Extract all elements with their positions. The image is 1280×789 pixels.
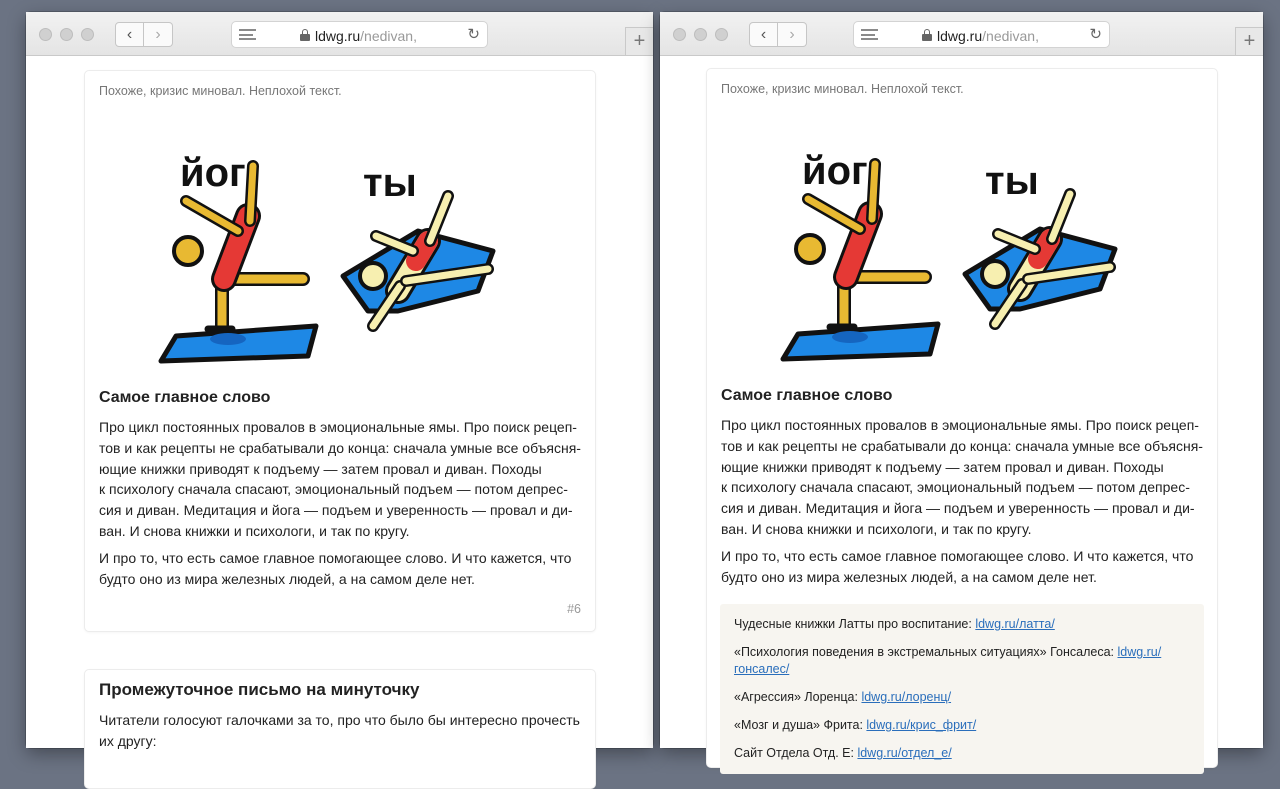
reader-view-icon[interactable] [239, 29, 256, 40]
zoom-window-button[interactable] [715, 28, 728, 41]
post-paragraph-1: Про цикл постоянных провалов в эмоциональные ямы. Про поиск рецеп- тов и как рецепты не срабатывали до конца: сначала умные все объясня- ющие книжки приводят к подъему — затем провал и диван. Походы к психологу сначала спасают, эмоциональный подъем — потом депрес- сия и диван. Медитация и йога — подъем и уверенность — провал и ди- ван. И снова книжки и психологи, и так по кругу. [99, 419, 581, 539]
plus-icon: + [1243, 30, 1256, 52]
link-frith[interactable]: ldwg.ru/крис_фрит/ [866, 718, 977, 732]
minimize-window-button[interactable] [694, 28, 707, 41]
close-window-button[interactable] [673, 28, 686, 41]
chevron-left-icon: ‹ [126, 25, 133, 43]
address-bar[interactable] [231, 21, 488, 48]
post-paragraph-2: И про то, что есть самое главное помогающее слово. И что кажется, что будто оно из мира железных людей, а на самом деле нет. [721, 548, 1194, 585]
reload-icon[interactable]: ↻ [467, 26, 480, 43]
nav-buttons [115, 22, 173, 47]
chevron-right-icon: › [789, 25, 795, 43]
link-gonsales[interactable]: ldwg.ru/ [1117, 645, 1162, 659]
toolbar [26, 12, 653, 56]
url-text: ldwg.ru/nedivan, [315, 28, 417, 44]
post-card [84, 70, 596, 632]
zoom-window-button[interactable] [81, 28, 94, 41]
post-paragraph-2: И про то, что есть самое главное помогающее слово. И что кажется, что будто оно из мира железных людей, а на самом деле нет. [99, 550, 572, 587]
link-item-latta: Чудесные книжки Латты про воспитание: ldwg.ru/латта/ [734, 617, 1055, 631]
link-lorenz[interactable]: ldwg.ru/лоренц/ [861, 690, 952, 704]
close-window-button[interactable] [39, 28, 52, 41]
link-item-lorenz: «Агрессия» Лоренца: ldwg.ru/лоренц/ [734, 690, 952, 704]
preheader-text: Похоже, кризис миновал. Неплохой текст. [721, 82, 964, 96]
chevron-right-icon: › [155, 25, 161, 43]
browser-window-left [26, 12, 653, 748]
link-otdel[interactable]: ldwg.ru/отдел_е/ [857, 746, 952, 760]
recommended-links [720, 604, 1204, 774]
forward-button[interactable] [144, 22, 173, 47]
label-ty: ты [985, 159, 1039, 203]
back-button[interactable] [749, 22, 778, 47]
toolbar [660, 12, 1263, 56]
window-controls [39, 28, 94, 41]
next-post-paragraph: Читатели голосуют галочками за то, про что было бы интересно прочесть их другу: [99, 712, 580, 749]
link-latta[interactable]: ldwg.ru/латта/ [975, 617, 1055, 631]
yoga-illustration [780, 139, 1140, 364]
page-content [660, 57, 1263, 760]
window-controls [673, 28, 728, 41]
preheader-text: Похоже, кризис миновал. Неплохой текст. [99, 84, 342, 98]
lock-icon [922, 29, 932, 41]
chevron-left-icon: ‹ [760, 25, 767, 43]
next-post-title: Промежуточное письмо на минуточку [99, 680, 420, 699]
next-post-card [84, 669, 596, 789]
plus-icon: + [633, 30, 646, 52]
link-item-frith: «Мозг и душа» Фрита: ldwg.ru/крис_фрит/ [734, 718, 977, 732]
yoga-illustration [158, 141, 518, 366]
browser-window-right [660, 12, 1263, 760]
address-bar[interactable] [853, 21, 1110, 48]
post-card [706, 68, 1218, 768]
link-item-gonsales: «Психология поведения в экстремальных ситуациях» Гонсалеса: ldwg.ru/ гонсалес/ [734, 645, 1162, 676]
post-paragraph-1: Про цикл постоянных провалов в эмоциональные ямы. Про поиск рецеп- тов и как рецепты не срабатывали до конца: сначала умные все объясня- ющие книжки приводят к подъему — затем провал и диван. Походы к психологу сначала спасают, эмоциональный подъем — потом депрес- сия и диван. Медитация и йога — подъем и уверенность — провал и ди- ван. И снова книжки и психологи, и так по кругу. [721, 417, 1203, 537]
page-content [26, 57, 653, 748]
forward-button[interactable] [778, 22, 807, 47]
issue-number[interactable]: #6 [567, 602, 581, 616]
post-title: Самое главное слово [99, 389, 271, 406]
link-item-otdel: Сайт Отдела Отд. Е: ldwg.ru/отдел_е/ [734, 746, 952, 760]
minimize-window-button[interactable] [60, 28, 73, 41]
new-tab-button[interactable] [625, 27, 653, 55]
label-ty: ты [363, 161, 417, 205]
reload-icon[interactable]: ↻ [1089, 26, 1102, 43]
new-tab-button[interactable] [1235, 27, 1263, 55]
url-text: ldwg.ru/nedivan, [937, 28, 1039, 44]
label-yog: йог [802, 149, 868, 193]
back-button[interactable] [115, 22, 144, 47]
link-gonsales-cont[interactable]: гонсалес/ [734, 662, 790, 676]
reader-view-icon[interactable] [861, 29, 878, 40]
nav-buttons [749, 22, 807, 47]
label-yog: йог [180, 151, 246, 195]
post-title: Самое главное слово [721, 387, 893, 404]
lock-icon [300, 29, 310, 41]
